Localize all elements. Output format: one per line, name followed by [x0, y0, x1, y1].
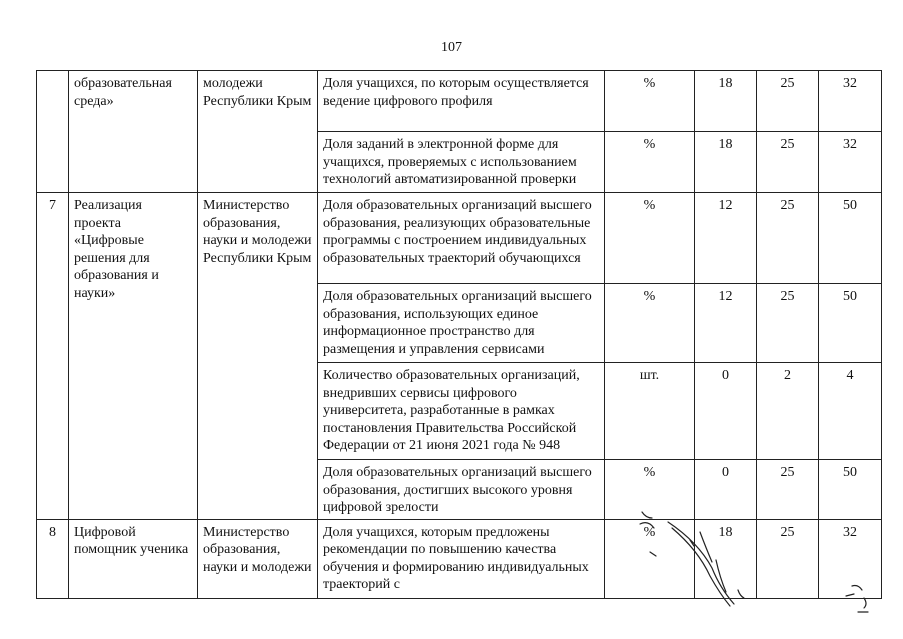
value-2: 25	[757, 460, 819, 520]
indicator: Доля образовательных организаций высшего образования, достигших высокого уровня цифровой зрелости	[318, 460, 605, 520]
value-2: 25	[757, 71, 819, 132]
row-number: 7	[37, 193, 69, 520]
value-3: 32	[819, 71, 882, 132]
executor: Министерство образования, науки и молодежи	[198, 519, 318, 598]
unit: %	[605, 193, 695, 284]
unit: шт.	[605, 363, 695, 460]
indicator: Количество образовательных организаций, внедривших сервисы цифрового университета, разработанные в рамках постановления Правительства Российской Федерации от 21 июня 2021 года № 948	[318, 363, 605, 460]
value-2: 25	[757, 193, 819, 284]
value-2: 25	[757, 132, 819, 193]
value-1: 0	[695, 363, 757, 460]
project-name: Цифровой помощник ученика	[69, 519, 198, 598]
value-3: 50	[819, 193, 882, 284]
value-1: 18	[695, 71, 757, 132]
indicator: Доля образовательных организаций высшего образования, использующих единое информационное пространство для размещения и управления сервисами	[318, 284, 605, 363]
value-2: 25	[757, 519, 819, 598]
value-3: 50	[819, 460, 882, 520]
unit: %	[605, 71, 695, 132]
value-3: 32	[819, 519, 882, 598]
indicator: Доля заданий в электронной форме для учащихся, проверяемых с использованием технологий автоматизированной проверки	[318, 132, 605, 193]
executor: Министерство образования, науки и молодежи Республики Крым	[198, 193, 318, 520]
value-3: 4	[819, 363, 882, 460]
unit: %	[605, 460, 695, 520]
row-number: 8	[37, 519, 69, 598]
table-row	[37, 519, 882, 598]
value-2: 25	[757, 284, 819, 363]
value-2: 2	[757, 363, 819, 460]
project-name: Реализация проекта «Цифровые решения для образования и науки»	[69, 193, 198, 520]
indicator: Доля образовательных организаций высшего образования, реализующих образовательные программы с построением индивидуальных образовательных траекторий обучающихся	[318, 193, 605, 284]
row-number	[37, 71, 69, 193]
value-1: 12	[695, 193, 757, 284]
unit: %	[605, 519, 695, 598]
value-1: 0	[695, 460, 757, 520]
value-3: 50	[819, 284, 882, 363]
project-name: образовательная среда»	[69, 71, 198, 193]
unit: %	[605, 132, 695, 193]
indicators-table	[36, 70, 882, 599]
table-row	[37, 193, 882, 284]
executor: молодежи Республики Крым	[198, 71, 318, 193]
value-1: 12	[695, 284, 757, 363]
value-1: 18	[695, 519, 757, 598]
table-row	[37, 71, 882, 132]
value-3: 32	[819, 132, 882, 193]
indicator: Доля учащихся, которым предложены рекомендации по повышению качества обучения и формированию индивидуальных траекторий с	[318, 519, 605, 598]
value-1: 18	[695, 132, 757, 193]
page-number: 107	[441, 40, 462, 55]
unit: %	[605, 284, 695, 363]
indicator: Доля учащихся, по которым осуществляется ведение цифрового профиля	[318, 71, 605, 132]
